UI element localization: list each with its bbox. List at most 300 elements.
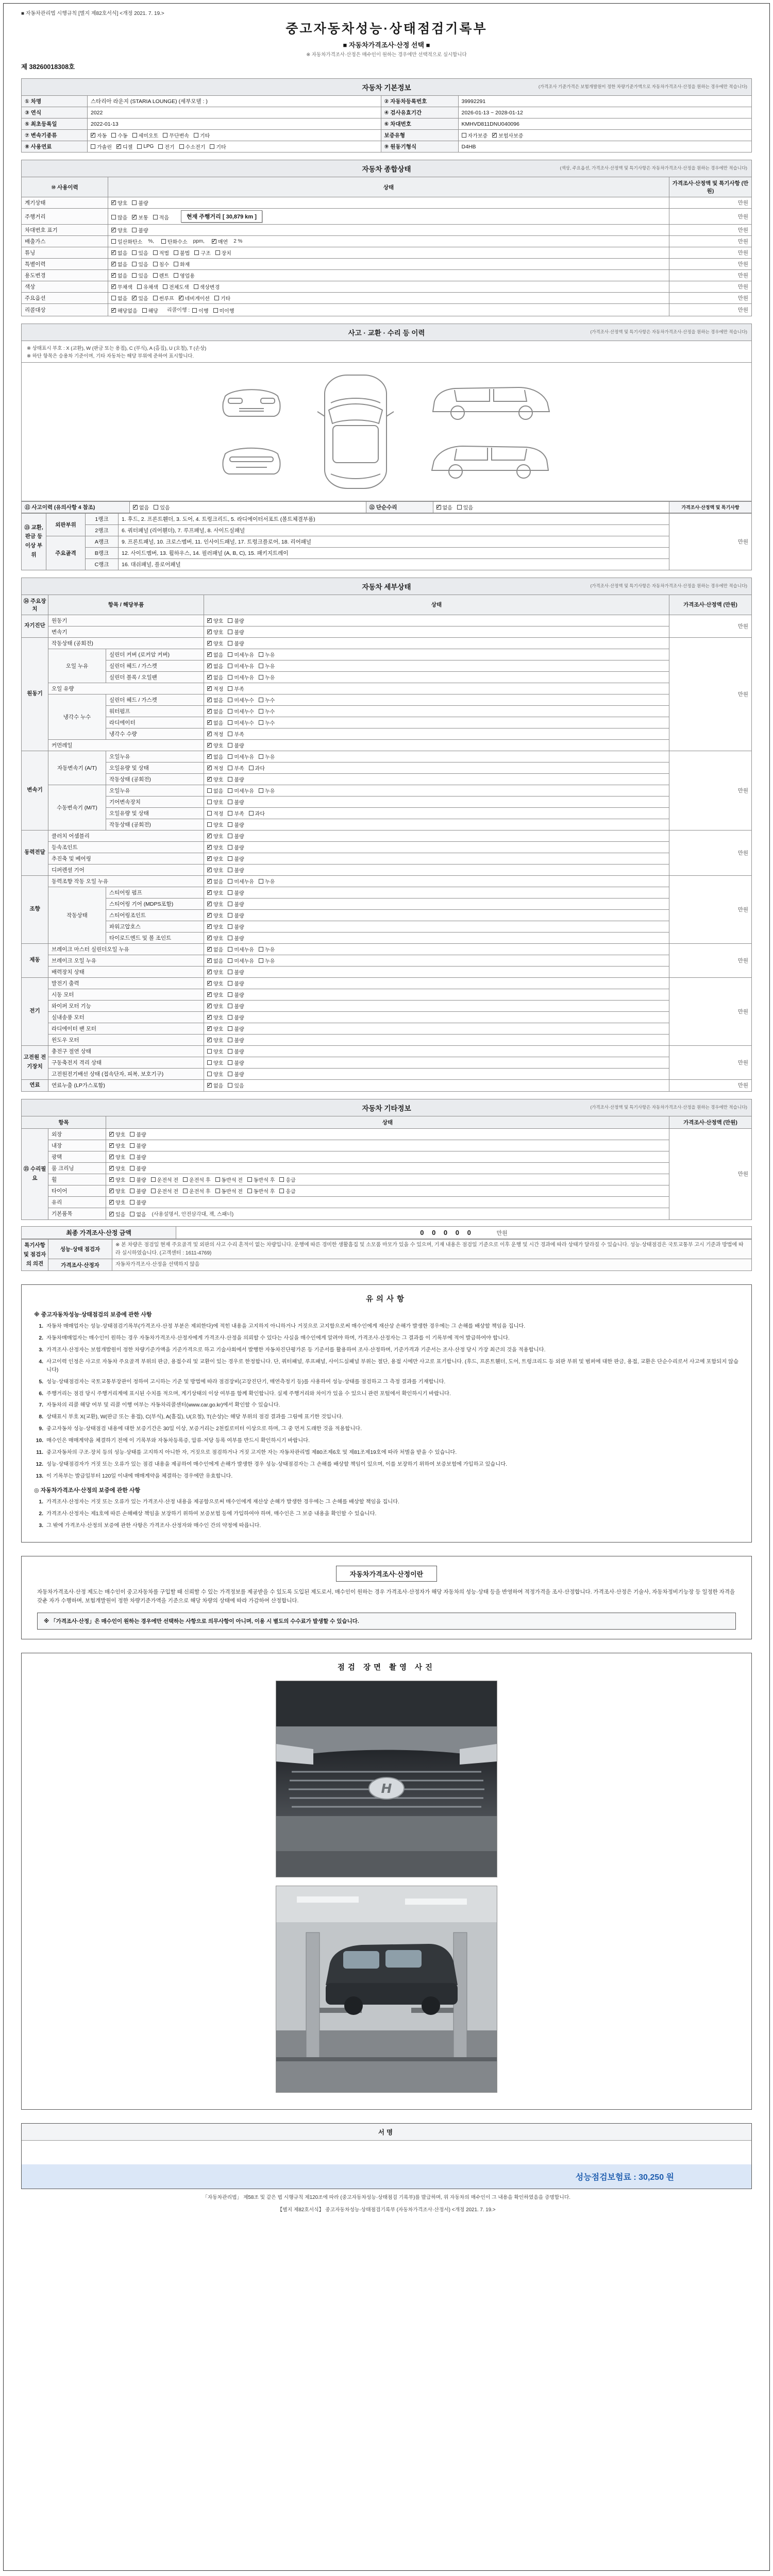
unchecked-box-icon[interactable]: [228, 675, 232, 680]
checkbox-option[interactable]: [259, 877, 275, 885]
checkbox-option[interactable]: [207, 979, 223, 987]
checkbox-option[interactable]: [207, 1002, 223, 1010]
checked-box-icon[interactable]: [212, 239, 216, 244]
checkbox-option[interactable]: [130, 1198, 146, 1206]
checkbox-option[interactable]: [228, 832, 244, 840]
unchecked-box-icon[interactable]: [228, 1083, 232, 1088]
checkbox-option[interactable]: [207, 798, 223, 806]
unchecked-box-icon[interactable]: [228, 936, 232, 940]
checkbox-option[interactable]: [207, 877, 223, 885]
checked-box-icon[interactable]: [207, 743, 212, 748]
unchecked-box-icon[interactable]: [228, 720, 232, 725]
unchecked-box-icon[interactable]: [142, 308, 147, 313]
unchecked-box-icon[interactable]: [174, 262, 178, 266]
unchecked-box-icon[interactable]: [210, 144, 214, 149]
checkbox-option[interactable]: [228, 923, 244, 930]
checkbox-option[interactable]: [137, 283, 158, 291]
checkbox-option[interactable]: [132, 199, 148, 207]
checkbox-option[interactable]: [153, 213, 169, 221]
checkbox-option[interactable]: [132, 249, 148, 257]
checked-box-icon[interactable]: [111, 273, 116, 278]
checked-box-icon[interactable]: [207, 777, 212, 782]
unchecked-box-icon[interactable]: [259, 754, 263, 759]
checkbox-option[interactable]: [183, 1187, 210, 1195]
checked-box-icon[interactable]: [492, 133, 497, 138]
unchecked-box-icon[interactable]: [215, 1189, 220, 1193]
checkbox-option[interactable]: [207, 1081, 223, 1089]
checkbox-option[interactable]: [111, 249, 127, 257]
unchecked-box-icon[interactable]: [259, 879, 263, 884]
checkbox-option[interactable]: [133, 503, 149, 511]
checkbox-option[interactable]: [259, 787, 275, 794]
unchecked-box-icon[interactable]: [228, 958, 232, 963]
checked-box-icon[interactable]: [207, 958, 212, 963]
checkbox-option[interactable]: [111, 131, 127, 139]
checked-box-icon[interactable]: [111, 262, 116, 266]
unchecked-box-icon[interactable]: [228, 913, 232, 918]
checked-box-icon[interactable]: [207, 879, 212, 884]
checkbox-option[interactable]: [228, 1013, 244, 1021]
unchecked-box-icon[interactable]: [228, 732, 232, 736]
unchecked-box-icon[interactable]: [228, 652, 232, 657]
checked-box-icon[interactable]: [207, 834, 212, 838]
checkbox-option[interactable]: [228, 764, 244, 772]
unchecked-box-icon[interactable]: [228, 686, 232, 691]
unchecked-box-icon[interactable]: [151, 1189, 156, 1193]
checkbox-option[interactable]: [215, 1176, 243, 1183]
checked-box-icon[interactable]: [207, 992, 212, 997]
unchecked-box-icon[interactable]: [228, 800, 232, 804]
checkbox-option[interactable]: [142, 307, 158, 314]
unchecked-box-icon[interactable]: [228, 630, 232, 634]
unchecked-box-icon[interactable]: [259, 652, 263, 657]
checkbox-option[interactable]: [228, 787, 254, 794]
checked-box-icon[interactable]: [207, 652, 212, 657]
unchecked-box-icon[interactable]: [132, 262, 137, 266]
checkbox-option[interactable]: [228, 730, 244, 738]
checkbox-option[interactable]: [207, 673, 223, 681]
checkbox-option[interactable]: [132, 131, 159, 139]
unchecked-box-icon[interactable]: [111, 239, 116, 244]
checkbox-option[interactable]: [174, 260, 190, 268]
unchecked-box-icon[interactable]: [228, 1060, 232, 1065]
checkbox-option[interactable]: [130, 1164, 146, 1172]
unchecked-box-icon[interactable]: [207, 800, 212, 804]
unchecked-box-icon[interactable]: [207, 822, 212, 827]
checked-box-icon[interactable]: [207, 856, 212, 861]
checked-box-icon[interactable]: [111, 200, 116, 205]
checkbox-option[interactable]: [207, 1070, 223, 1078]
unchecked-box-icon[interactable]: [111, 296, 116, 300]
checkbox-option[interactable]: [462, 131, 488, 139]
checkbox-option[interactable]: [228, 877, 254, 885]
checkbox-option[interactable]: [111, 238, 142, 245]
unchecked-box-icon[interactable]: [194, 133, 198, 138]
checkbox-option[interactable]: [228, 866, 244, 874]
checkbox-option[interactable]: [207, 741, 223, 749]
checkbox-option[interactable]: [279, 1176, 295, 1183]
unchecked-box-icon[interactable]: [228, 834, 232, 838]
checkbox-option[interactable]: [207, 1013, 223, 1021]
checked-box-icon[interactable]: [91, 133, 95, 138]
checkbox-option[interactable]: [179, 294, 210, 302]
unchecked-box-icon[interactable]: [259, 709, 263, 714]
checked-box-icon[interactable]: [207, 709, 212, 714]
checkbox-option[interactable]: [153, 294, 174, 302]
checkbox-option[interactable]: [214, 294, 230, 302]
checkbox-option[interactable]: [228, 1059, 244, 1066]
unchecked-box-icon[interactable]: [130, 1212, 135, 1216]
checkbox-option[interactable]: [228, 741, 244, 749]
unchecked-box-icon[interactable]: [228, 992, 232, 997]
checkbox-option[interactable]: [207, 832, 223, 840]
checkbox-option[interactable]: [228, 798, 244, 806]
unchecked-box-icon[interactable]: [228, 1004, 232, 1008]
checkbox-option[interactable]: [174, 272, 195, 279]
checkbox-option[interactable]: [279, 1187, 295, 1195]
checkbox-option[interactable]: [259, 651, 275, 658]
unchecked-box-icon[interactable]: [207, 1072, 212, 1076]
unchecked-box-icon[interactable]: [215, 1177, 220, 1182]
unchecked-box-icon[interactable]: [153, 215, 158, 219]
checkbox-option[interactable]: [259, 945, 275, 953]
unchecked-box-icon[interactable]: [137, 144, 142, 149]
unchecked-box-icon[interactable]: [174, 273, 178, 278]
unchecked-box-icon[interactable]: [228, 766, 232, 770]
checkbox-option[interactable]: [91, 143, 112, 150]
checkbox-option[interactable]: [228, 628, 244, 636]
checkbox-option[interactable]: [109, 1187, 125, 1195]
checked-box-icon[interactable]: [207, 630, 212, 634]
checked-box-icon[interactable]: [111, 308, 116, 313]
checkbox-option[interactable]: [207, 1059, 223, 1066]
unchecked-box-icon[interactable]: [259, 664, 263, 668]
unchecked-box-icon[interactable]: [228, 1072, 232, 1076]
unchecked-box-icon[interactable]: [153, 250, 158, 255]
checkbox-option[interactable]: [228, 809, 244, 817]
unchecked-box-icon[interactable]: [228, 924, 232, 929]
checkbox-option[interactable]: [192, 307, 208, 314]
checkbox-option[interactable]: [228, 1002, 244, 1010]
checkbox-option[interactable]: [247, 1187, 275, 1195]
checked-box-icon[interactable]: [207, 720, 212, 725]
checkbox-option[interactable]: [210, 143, 226, 150]
unchecked-box-icon[interactable]: [174, 250, 178, 255]
unchecked-box-icon[interactable]: [279, 1177, 284, 1182]
checked-box-icon[interactable]: [207, 970, 212, 974]
checked-box-icon[interactable]: [132, 296, 137, 300]
checkbox-option[interactable]: [207, 730, 223, 738]
unchecked-box-icon[interactable]: [163, 133, 167, 138]
checkbox-option[interactable]: [228, 753, 254, 760]
checkbox-option[interactable]: [207, 651, 223, 658]
checkbox-option[interactable]: [247, 1176, 275, 1183]
unchecked-box-icon[interactable]: [228, 777, 232, 782]
unchecked-box-icon[interactable]: [130, 1166, 135, 1171]
unchecked-box-icon[interactable]: [213, 308, 218, 313]
unchecked-box-icon[interactable]: [91, 144, 95, 149]
checkbox-option[interactable]: [154, 503, 170, 511]
checkbox-option[interactable]: [132, 213, 148, 221]
checkbox-option[interactable]: [228, 1070, 244, 1078]
unchecked-box-icon[interactable]: [130, 1189, 135, 1193]
checkbox-option[interactable]: [228, 1081, 244, 1089]
unchecked-box-icon[interactable]: [207, 1049, 212, 1054]
checkbox-option[interactable]: [228, 719, 254, 726]
checkbox-option[interactable]: [228, 775, 244, 783]
unchecked-box-icon[interactable]: [179, 144, 184, 149]
unchecked-box-icon[interactable]: [228, 811, 232, 816]
checkbox-option[interactable]: [207, 696, 223, 704]
checkbox-option[interactable]: [228, 639, 244, 647]
unchecked-box-icon[interactable]: [228, 788, 232, 793]
checked-box-icon[interactable]: [207, 1004, 212, 1008]
unchecked-box-icon[interactable]: [154, 505, 158, 510]
unchecked-box-icon[interactable]: [194, 284, 198, 289]
unchecked-box-icon[interactable]: [153, 296, 158, 300]
unchecked-box-icon[interactable]: [214, 296, 219, 300]
checkbox-option[interactable]: [207, 900, 223, 908]
checkbox-option[interactable]: [137, 144, 154, 149]
unchecked-box-icon[interactable]: [259, 720, 263, 725]
checkbox-option[interactable]: [132, 294, 148, 302]
checkbox-option[interactable]: [228, 855, 244, 862]
checkbox-option[interactable]: [207, 787, 223, 794]
checkbox-option[interactable]: [228, 911, 244, 919]
checked-box-icon[interactable]: [207, 936, 212, 940]
checkbox-option[interactable]: [111, 213, 127, 221]
checkbox-option[interactable]: [163, 283, 189, 291]
checkbox-option[interactable]: [436, 503, 452, 511]
checkbox-option[interactable]: [111, 272, 127, 279]
checkbox-option[interactable]: [259, 696, 275, 704]
checkbox-option[interactable]: [109, 1130, 125, 1138]
checked-box-icon[interactable]: [207, 890, 212, 895]
checkbox-option[interactable]: [111, 294, 127, 302]
checkbox-option[interactable]: [111, 283, 132, 291]
checked-box-icon[interactable]: [109, 1132, 114, 1137]
checkbox-option[interactable]: [207, 821, 223, 828]
checkbox-option[interactable]: [228, 843, 244, 851]
checkbox-option[interactable]: [130, 1130, 146, 1138]
checkbox-option[interactable]: [207, 991, 223, 998]
checkbox-option[interactable]: [207, 764, 223, 772]
checkbox-option[interactable]: [228, 900, 244, 908]
checkbox-option[interactable]: [228, 968, 244, 976]
checkbox-option[interactable]: [130, 1176, 146, 1183]
checkbox-option[interactable]: [109, 1153, 125, 1161]
checked-box-icon[interactable]: [109, 1189, 114, 1193]
checkbox-option[interactable]: [174, 249, 190, 257]
unchecked-box-icon[interactable]: [207, 811, 212, 816]
checkbox-option[interactable]: [132, 260, 148, 268]
checkbox-option[interactable]: [259, 957, 275, 964]
checked-box-icon[interactable]: [109, 1166, 114, 1171]
checked-box-icon[interactable]: [207, 766, 212, 770]
checkbox-option[interactable]: [207, 1025, 223, 1032]
checked-box-icon[interactable]: [207, 664, 212, 668]
checkbox-option[interactable]: [249, 809, 265, 817]
unchecked-box-icon[interactable]: [151, 1177, 156, 1182]
checkbox-option[interactable]: [259, 707, 275, 715]
checkbox-option[interactable]: [228, 934, 244, 942]
checkbox-option[interactable]: [163, 131, 189, 139]
checked-box-icon[interactable]: [116, 144, 121, 149]
checkbox-option[interactable]: [228, 979, 244, 987]
unchecked-box-icon[interactable]: [228, 981, 232, 986]
unchecked-box-icon[interactable]: [158, 144, 163, 149]
checkbox-option[interactable]: [109, 1142, 125, 1149]
unchecked-box-icon[interactable]: [130, 1155, 135, 1159]
checkbox-option[interactable]: [130, 1142, 146, 1149]
checked-box-icon[interactable]: [436, 505, 441, 510]
unchecked-box-icon[interactable]: [111, 215, 116, 219]
unchecked-box-icon[interactable]: [183, 1189, 188, 1193]
checkbox-option[interactable]: [228, 662, 254, 670]
checkbox-option[interactable]: [116, 143, 132, 150]
unchecked-box-icon[interactable]: [215, 250, 220, 255]
checkbox-option[interactable]: [153, 249, 169, 257]
checkbox-option[interactable]: [109, 1210, 125, 1218]
checked-box-icon[interactable]: [207, 618, 212, 623]
unchecked-box-icon[interactable]: [207, 788, 212, 793]
unchecked-box-icon[interactable]: [130, 1132, 135, 1137]
checkbox-option[interactable]: [153, 272, 169, 279]
checkbox-option[interactable]: [207, 866, 223, 874]
unchecked-box-icon[interactable]: [259, 958, 263, 963]
checkbox-option[interactable]: [212, 238, 228, 245]
checked-box-icon[interactable]: [207, 754, 212, 759]
checkbox-option[interactable]: [207, 685, 223, 692]
checkbox-option[interactable]: [213, 307, 234, 314]
checked-box-icon[interactable]: [111, 284, 116, 289]
checked-box-icon[interactable]: [109, 1143, 114, 1148]
unchecked-box-icon[interactable]: [132, 200, 137, 205]
checkbox-option[interactable]: [207, 775, 223, 783]
checked-box-icon[interactable]: [207, 732, 212, 736]
checkbox-option[interactable]: [215, 1187, 243, 1195]
checkbox-option[interactable]: [130, 1210, 146, 1218]
checkbox-option[interactable]: [228, 673, 254, 681]
checked-box-icon[interactable]: [207, 868, 212, 872]
checked-box-icon[interactable]: [207, 924, 212, 929]
checkbox-option[interactable]: [228, 696, 254, 704]
checked-box-icon[interactable]: [132, 215, 137, 219]
checkbox-option[interactable]: [492, 131, 523, 139]
checkbox-option[interactable]: [228, 707, 254, 715]
checkbox-option[interactable]: [259, 753, 275, 760]
unchecked-box-icon[interactable]: [228, 868, 232, 872]
unchecked-box-icon[interactable]: [247, 1177, 252, 1182]
checkbox-option[interactable]: [91, 131, 107, 139]
checkbox-option[interactable]: [457, 503, 473, 511]
checked-box-icon[interactable]: [179, 296, 183, 300]
checkbox-option[interactable]: [207, 843, 223, 851]
unchecked-box-icon[interactable]: [259, 788, 263, 793]
unchecked-box-icon[interactable]: [228, 822, 232, 827]
checked-box-icon[interactable]: [207, 675, 212, 680]
unchecked-box-icon[interactable]: [130, 1177, 135, 1182]
checkbox-option[interactable]: [109, 1198, 125, 1206]
checkbox-option[interactable]: [228, 821, 244, 828]
unchecked-box-icon[interactable]: [279, 1189, 284, 1193]
checkbox-option[interactable]: [207, 968, 223, 976]
unchecked-box-icon[interactable]: [228, 754, 232, 759]
unchecked-box-icon[interactable]: [228, 698, 232, 702]
checkbox-option[interactable]: [109, 1164, 125, 1172]
checkbox-option[interactable]: [207, 628, 223, 636]
checkbox-option[interactable]: [153, 260, 169, 268]
checkbox-option[interactable]: [132, 272, 148, 279]
checked-box-icon[interactable]: [207, 698, 212, 702]
checkbox-option[interactable]: [161, 238, 188, 245]
unchecked-box-icon[interactable]: [228, 664, 232, 668]
unchecked-box-icon[interactable]: [228, 743, 232, 748]
unchecked-box-icon[interactable]: [228, 879, 232, 884]
checked-box-icon[interactable]: [111, 228, 116, 232]
checkbox-option[interactable]: [215, 249, 231, 257]
checkbox-option[interactable]: [249, 764, 265, 772]
signature-space[interactable]: [22, 2141, 751, 2164]
unchecked-box-icon[interactable]: [228, 709, 232, 714]
checkbox-option[interactable]: [207, 923, 223, 930]
unchecked-box-icon[interactable]: [130, 1143, 135, 1148]
checked-box-icon[interactable]: [207, 641, 212, 646]
checkbox-option[interactable]: [183, 1176, 210, 1183]
checkbox-option[interactable]: [259, 719, 275, 726]
unchecked-box-icon[interactable]: [153, 262, 158, 266]
checked-box-icon[interactable]: [207, 1015, 212, 1020]
unchecked-box-icon[interactable]: [228, 1049, 232, 1054]
checked-box-icon[interactable]: [207, 902, 212, 906]
checkbox-option[interactable]: [228, 1047, 244, 1055]
unchecked-box-icon[interactable]: [457, 505, 462, 510]
checkbox-option[interactable]: [207, 1047, 223, 1055]
checkbox-option[interactable]: [179, 143, 206, 150]
checkbox-option[interactable]: [228, 685, 244, 692]
checkbox-option[interactable]: [207, 719, 223, 726]
checkbox-option[interactable]: [228, 945, 254, 953]
checkbox-option[interactable]: [151, 1187, 178, 1195]
unchecked-box-icon[interactable]: [132, 228, 137, 232]
checkbox-option[interactable]: [207, 617, 223, 624]
unchecked-box-icon[interactable]: [228, 890, 232, 895]
checkbox-option[interactable]: [132, 226, 148, 234]
checkbox-option[interactable]: [194, 283, 220, 291]
checked-box-icon[interactable]: [207, 1083, 212, 1088]
checkbox-option[interactable]: [207, 889, 223, 896]
unchecked-box-icon[interactable]: [228, 845, 232, 850]
checked-box-icon[interactable]: [133, 505, 138, 510]
checked-box-icon[interactable]: [207, 981, 212, 986]
checkbox-option[interactable]: [259, 662, 275, 670]
checkbox-option[interactable]: [130, 1187, 146, 1195]
checked-box-icon[interactable]: [207, 845, 212, 850]
unchecked-box-icon[interactable]: [249, 766, 254, 770]
checkbox-option[interactable]: [207, 934, 223, 942]
checkbox-option[interactable]: [207, 639, 223, 647]
checkbox-option[interactable]: [194, 249, 210, 257]
checked-box-icon[interactable]: [109, 1212, 114, 1216]
unchecked-box-icon[interactable]: [137, 284, 142, 289]
checkbox-option[interactable]: [228, 617, 244, 624]
unchecked-box-icon[interactable]: [111, 133, 116, 138]
checked-box-icon[interactable]: [207, 1038, 212, 1042]
checkbox-option[interactable]: [207, 707, 223, 715]
checkbox-option[interactable]: [228, 889, 244, 896]
checked-box-icon[interactable]: [109, 1177, 114, 1182]
checkbox-option[interactable]: [207, 809, 223, 817]
